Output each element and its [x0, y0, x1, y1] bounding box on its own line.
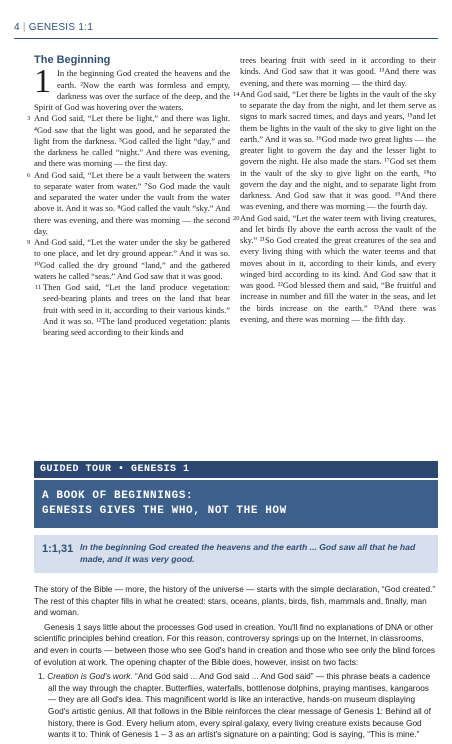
section-heading: The Beginning — [34, 54, 111, 66]
scripture-left-column — [27, 54, 230, 338]
verse-text: And God said, “Let there be lights in the vault of the sky to separate the day from the night, and let them serve as signs to mark sacred times, and days and years, ¹⁵and let them be lights in the vault of the sky to give light on the earth.” And it was so. ¹⁶God made two great lights — the greater light to govern the day and the lesser light to govern the night. He also made the stars. ¹⁷God set them in the vault of the sky to give light on the earth, ¹⁸to govern the day and the night, and to separate light from darkness. And God saw that it was good. ¹⁹And there was evening, and there was morning — the fourth day. — [240, 88, 436, 212]
verse-text: trees bearing fruit with seed in it according to their kinds. And God saw that it was good. ¹³And there was evening, and there was morning — the third day. — [240, 55, 436, 88]
verse-number: 20 — [233, 214, 240, 222]
verse-paragraph — [34, 63, 230, 113]
book-reference: GENESIS 1:1 — [28, 22, 94, 33]
list-number: 1. — [38, 671, 45, 682]
verse-paragraph — [34, 282, 230, 338]
key-verse-reference: 1:1,31 — [42, 543, 74, 555]
verse-number: 11 — [35, 284, 42, 291]
page-header — [14, 22, 438, 39]
verse-paragraph — [27, 237, 230, 282]
verse-paragraph — [233, 88, 436, 213]
guided-tour-title — [34, 480, 438, 528]
verse-text: In the beginning God created the heavens and the earth. ²Now the earth was formless and empty, darkness was over the surface of the deep, and the Spirit of God was hovering over the waters. — [34, 68, 230, 112]
scripture-right-column — [233, 55, 436, 325]
key-verse-box — [34, 535, 438, 573]
verse-text: And God said, “Let the water under the sky be gathered to one place, and let dry ground appear.” And it was so. ¹⁰God called the dry ground “land,” and the gathered waters he called “seas.” And God saw that it was good. — [34, 237, 230, 281]
verse-text: And God said, “Let there be light,” and there was light. ⁴God saw that the light was good, and he separated the light from the darkness. ⁵God called the light “day,” and the darkness he called “night.” And there was evening, and there was morning — the first day. — [34, 113, 230, 169]
title-line-1: A BOOK OF BEGINNINGS: — [42, 490, 194, 502]
list-item-lead: Creation is God's work. — [47, 671, 133, 682]
chapter-number: 1 — [34, 63, 51, 101]
verse-text: And God said, “Let the water teem with living creatures, and let birds fly above the earth across the vault of the sky.” ²¹So God created the great creatures of the sea and every living thing with which the water teems and that moves about in it, according to their kinds, and every winged bird according to its kind. And God saw that it was good. ²²God blessed them and said, “Be fruitful and increase in number and fill the water in the seas, and let the birds increase on the earth.” ²³And there was evening, and there was morning — the fifth day. — [240, 212, 436, 324]
verse-number: 3 — [27, 115, 31, 123]
verse-text: Then God said, “Let the land produce vegetation: seed-bearing plants and trees on the land that bear fruit with seed in it, according to their various kinds.” And it was so. ¹²The land produced vegetation: plants bearing seed according to their kinds and — [43, 282, 230, 337]
verse-paragraph — [27, 113, 230, 169]
verse-number: 14 — [233, 90, 240, 98]
header-separator: | — [22, 22, 26, 33]
verse-number: 6 — [27, 171, 31, 179]
list-item-text: “And God said ... And God said ... And God said” — this phrase beats a cadence all the way through the chapter. Butterflies, waterfalls, bottlenose dolphins, praying mantises, kangaroos — they are all God's idea. This magnificent world is like an interactive, hands-on museum displaying God's artistic genius. All that follows in the Bible reinforces the clear message of Genesis 1: Behind all of history, there is God. Every helium atom, every spiral galaxy, every living creature exists because God wants it to. Think of Genesis 1 – 3 as an artist's signature on a painting; God is saying, “This is mine.” — [48, 671, 431, 740]
commentary — [34, 584, 438, 744]
key-verse-text: In the beginning God created the heavens and the earth ... God saw all that he had made, and it was very good. — [80, 542, 416, 564]
verse-paragraph — [27, 169, 230, 238]
commentary-paragraph: The story of the Bible — more, the history of the universe — starts with the simple declaration, “God created.” The rest of this chapter fills in what he created: stars, oceans, plants, birds, fish, mammals and, finally, man and woman. — [34, 584, 436, 618]
guided-tour-bar: GUIDED TOUR • GENESIS 1 — [34, 461, 438, 478]
list-item — [34, 671, 438, 741]
commentary-paragraph: Genesis 1 says little about the processes God used in creation. You'll find no explanations of DNA or other scientific principles behind creation. For this reason, controversy springs up on the Internet, in classrooms, and even in courts — between those who see God's hand in creation and those who see only the blind forces of evolution at work. The opening chapter of the Bible does, however, insist on two facts: — [34, 621, 436, 667]
verse-paragraph — [240, 55, 436, 89]
page-number: 4 — [14, 22, 20, 33]
verse-paragraph — [233, 212, 436, 326]
title-line-2: GENESIS GIVES THE WHO, NOT THE HOW — [42, 505, 287, 517]
verse-number: 9 — [27, 239, 31, 246]
verse-text: And God said, “Let there be a vault between the waters to separate water from water.” ⁷So God made the vault and separated the water under the vault from the water above it. And it was so. ⁸God called the vault “sky.” And there was evening, and there was morning — the second day. — [34, 169, 230, 236]
